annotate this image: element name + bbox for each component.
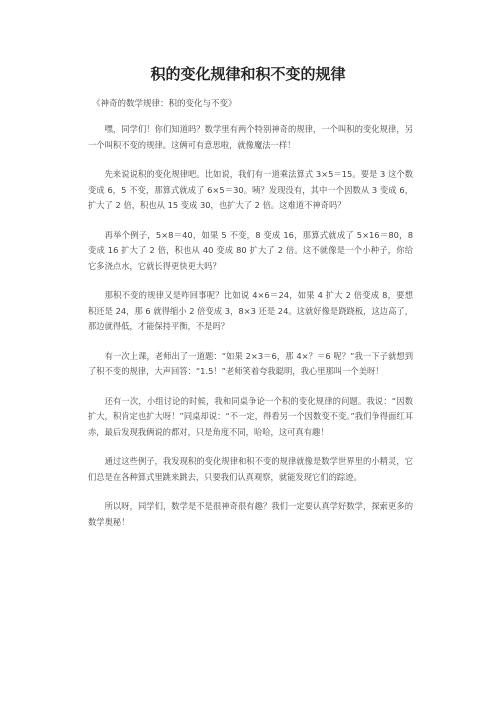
paragraph: 再举个例子，5×8＝40，如果 5 不变，8 变成 16，那算式就成了 5×16＝80，8 变成 16 扩大了 2 倍，积也从 40 变成 80 扩大了 2 倍。这不就像是一个小种子，你给它多浇点水，它就长得更快更大吗？ xyxy=(88,229,413,271)
paragraph: 嘿，同学们！你们知道吗？数学里有两个特别神奇的规律，一个叫积的变化规律，另一个叫积不变的规律。这俩可有意思啦，就像魔法一样！ xyxy=(88,124,413,150)
document-subtitle: 《神奇的数学规律：积的变化与不变》 xyxy=(92,99,237,109)
paragraph: 有一次上课，老师出了一道题：“如果 2×3＝6，那 4×？＝6 呢？”我一下子就想到了积不变的规律，大声回答：“1.5！”老师笑着夸我聪明，我心里那叫一个美呀！ xyxy=(88,350,413,376)
paragraph: 通过这些例子，我发现积的变化规律和积不变的规律就像是数学世界里的小精灵，它们总是在各种算式里跳来跳去，只要我们认真观察，就能发现它们的踪迹。 xyxy=(88,456,413,482)
paragraph: 所以呀，同学们，数学是不是很神奇很有趣？我们一定要认真学好数学，探索更多的数学奥秘！ xyxy=(88,501,413,527)
paragraph: 先来说说积的变化规律吧。比如说，我们有一道乘法算式 3×5＝15。要是 3 这个数变成 6，5 不变，那算式就成了 6×5＝30。咦？发现没有，其中一个因数从 3 变成 6，扩大了 2 倍，积也从 15 变成 30，也扩大了 2 倍。这难道不神奇吗？ xyxy=(88,169,413,210)
document-title: 积的变化规律和积不变的规律 xyxy=(150,65,346,83)
document-body xyxy=(88,122,413,544)
paragraph: 还有一次，小组讨论的时候，我和同桌争论一个积的变化规律的问题。我说：“因数扩大，积肯定也扩大呀！”同桌却说：“不一定，得看另一个因数变不变。”我们争得面红耳赤，最后发现我俩说的都对，只是角度不同，哈哈，这可真有趣！ xyxy=(88,395,413,437)
paragraph: 那积不变的规律又是咋回事呢？比如说 4×6＝24，如果 4 扩大 2 倍变成 8，要想积还是 24，那 6 就得缩小 2 倍变成 3，8×3 还是 24。这就好像是跷跷板，这边高了，那边就得低，才能保持平衡，不是吗？ xyxy=(88,290,413,331)
